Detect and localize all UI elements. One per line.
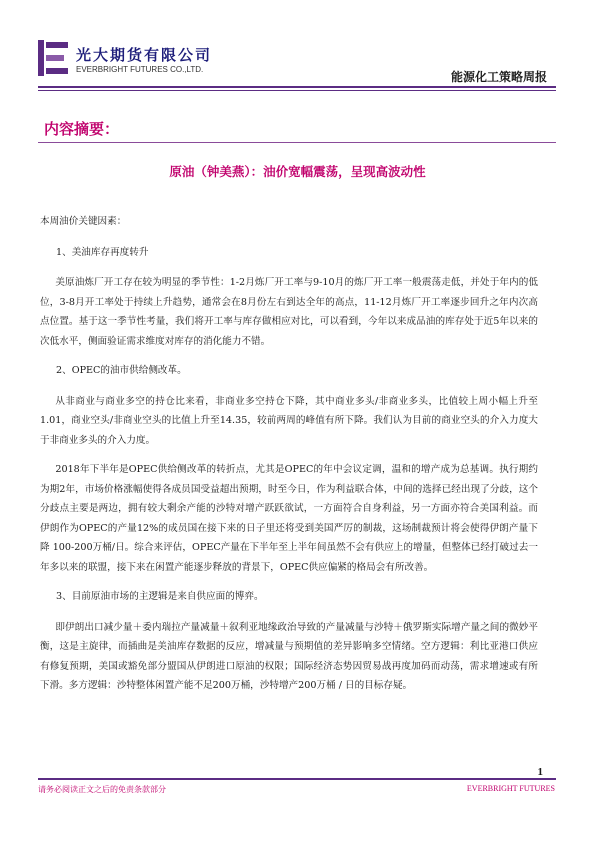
everbright-logo-icon	[38, 40, 70, 76]
intro-text: 本周油价关键因素：	[40, 216, 127, 227]
point-title: 2、OPEC的油市供给侧改革。	[56, 365, 187, 376]
footer-divider	[38, 778, 556, 780]
disclaimer-link[interactable]: 请务必阅读正文之后的免责条款部分	[38, 785, 166, 794]
paragraph: 2018年下半年是OPEC供给侧改革的转折点，尤其是OPEC的年中会议定调，温和的增产成为总基调。执行期约为期2年，市场价格涨幅使得各成员国受益超出预期，时至今日，作为利益联合体，中间的选择已经出现了分歧，这个分歧点主要是两边，拥有较大剩余产能的沙特对增产跃跃欲试，一方面符合自身利益，另一方面亦符合美国利益。而伊朗作为OPEC的产量12%的成员国在接下来的日子里还将受到美国严厉的制裁，这场制裁预计将会使得伊朗产量下降 100-200万桶/日。综合来评估，OPEC产量在下半年至上半年间虽然不会有供应上的增量，但整体已经打破过去一年多以来的联盟，接下来在闲置产能逐步释放的背景下，OPEC供应偏紧的格局会有所改善。	[40, 464, 538, 573]
summary-heading: 内容摘要：	[44, 120, 120, 138]
point-title: 1、美油库存再度转升	[56, 246, 149, 258]
company-name-en: EVERBRIGHT FUTURES CO.,LTD.	[76, 65, 204, 74]
point-title: 3、目前原油市场的主逻辑是来自供应面的博弈。	[56, 591, 264, 602]
company-name-cn: 光大期货有限公司	[76, 46, 213, 64]
paragraph: 即伊朗出口减少量＋委内瑞拉产量减量＋叙利亚地缘政治导致的产量减量与沙特＋俄罗斯实际增产量之间的微妙平衡，这是主旋律，而插曲是美油库存数据的反应，增减量与预期值的差异影响多空情绪。空方逻辑：利比亚港口供应有修复预期，美国或豁免部分盟国从伊朗进口原油的权限；国际经济态势因贸易战再度加码而动荡，需求增速或有所下滑。多方逻辑：沙特整体闲置产能不足200万桶，沙特增产200万桶 / 日的目标存疑。	[40, 621, 538, 691]
header-divider-thin	[38, 90, 556, 91]
paragraph: 从非商业与商业多空的持仓比来看，非商业多空持仓下降，其中商业多头/非商业多头，比值较上周小幅上升至1.01，商业空头/非商业空头的比值上升至14.35，较前两周的峰值有所下降。我们认为目前的商业空头的介入力度大于非商业多头的介入力度。	[40, 395, 538, 446]
summary-divider	[38, 142, 556, 143]
page-header	[0, 0, 595, 95]
footer-brand: EVERBRIGHT FUTURES	[466, 784, 555, 793]
article-body	[40, 212, 538, 706]
page-number: 1	[537, 766, 543, 778]
header-divider-thick	[38, 86, 556, 88]
section-title: 原油（钟美燕）：油价宽幅震荡，呈现高波动性	[169, 164, 426, 179]
paragraph: 美原油炼厂开工存在较为明显的季节性：1-2月炼厂开工率与9-10月的炼厂开工率一般震荡走低，并处于年内的低位，3-8月开工率处于持续上升趋势，通常会在8月份左右到达全年的高点，11-12月炼厂开工率逐步回升之年内次高点位置。基于这一季节性考量，我们将开工率与库存做相应对比，可以看到，今年以来成品油的库存处于近5年以来的次低水平，侧面验证需求维度对库存的消化能力不错。	[40, 277, 538, 347]
report-title: 能源化工策略周报	[450, 70, 547, 84]
